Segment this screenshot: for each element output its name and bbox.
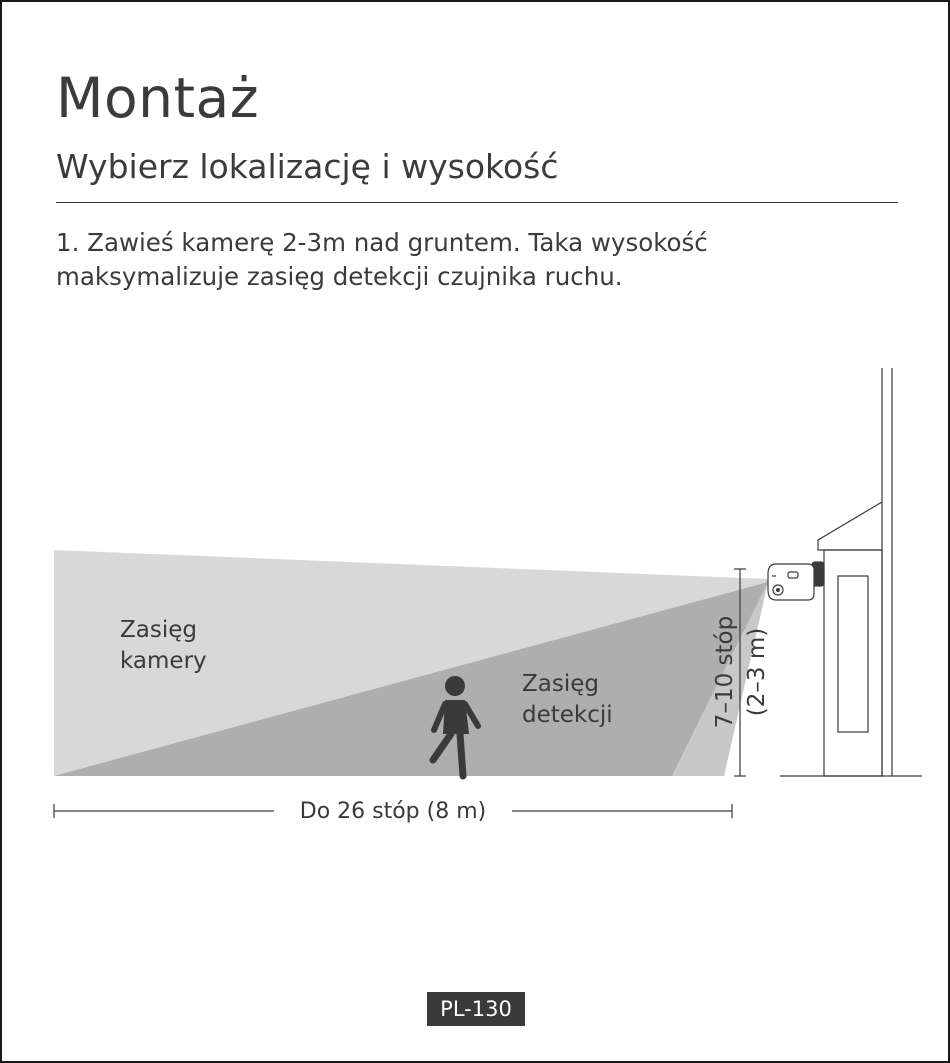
- detection-range-label-2: detekcji: [522, 702, 613, 728]
- page-code-badge: PL-130: [427, 992, 525, 1026]
- camera-range-label: Zasięg: [120, 617, 197, 643]
- divider: [56, 202, 898, 203]
- height-label-2: (2–3 m): [744, 627, 770, 717]
- camera-range-label-2: kamery: [120, 648, 207, 674]
- camera-icon: [768, 562, 824, 600]
- step-instruction: 1. Zawieś kamerę 2-3m nad gruntem. Taka wysokość maksymalizuje zasięg detekcji czujnika ruchu.: [56, 228, 708, 291]
- height-label: 7–10 stóp: [712, 615, 738, 729]
- mounting-diagram: [2, 362, 948, 842]
- distance-label: Do 26 stóp (8 m): [299, 799, 487, 824]
- detection-range-label: Zasięg: [522, 671, 599, 697]
- page-title: Montaż: [56, 66, 260, 130]
- page-subtitle: Wybierz lokalizację i wysokość: [56, 147, 559, 186]
